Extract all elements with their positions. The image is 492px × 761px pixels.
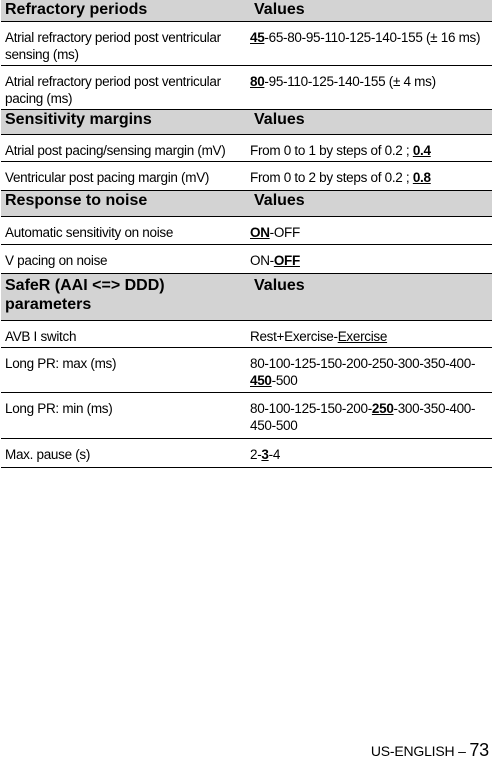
parameter-values (247, 244, 492, 273)
section-header (1, 109, 492, 134)
default-value: ON (250, 224, 270, 240)
parameter-row (1, 161, 492, 190)
parameter-values (247, 347, 492, 392)
page-footer (371, 740, 489, 761)
footer-language: US-ENGLISH – (370, 743, 470, 759)
parameter-row (1, 216, 492, 244)
values-prefix: From 0 to 1 by steps of 0.2 ; (250, 142, 413, 158)
values-header: Values (247, 273, 492, 320)
values-header: Values (247, 109, 492, 134)
values-prefix: ON- (250, 252, 274, 268)
parameters-table-body (1, 0, 492, 467)
default-value: 3 (261, 446, 269, 462)
parameter-row (1, 347, 492, 392)
parameter-values (247, 392, 492, 438)
parameter-values (247, 438, 492, 467)
values-prefix: 80-100-125-150-200-250-300-350-400- (250, 355, 476, 371)
page-number: 73 (469, 740, 489, 760)
values-prefix: Rest+Exercise- (250, 328, 338, 344)
parameter-row (1, 392, 492, 438)
parameter-row (1, 320, 492, 347)
default-value: OFF (273, 252, 300, 268)
default-value: 0.4 (412, 142, 431, 158)
parameter-values (247, 65, 492, 109)
section-header (1, 190, 492, 216)
values-suffix: -95-110-125-140-155 (± 4 ms) (264, 73, 436, 89)
parameter-values (247, 216, 492, 244)
section-header (1, 273, 492, 320)
values-prefix: 80-100-125-150-200- (250, 400, 372, 416)
section-title: Refractory periods (1, 0, 247, 21)
parameter-label: Max. pause (s) (1, 438, 247, 467)
parameter-row (1, 65, 492, 109)
section-title: Response to noise (1, 190, 247, 216)
parameter-label: Ventricular post pacing margin (mV) (1, 161, 247, 190)
values-suffix: -300-350-400-450-500 (250, 400, 476, 433)
values-prefix: From 0 to 2 by steps of 0.2 ; (250, 169, 413, 185)
parameter-values (247, 320, 492, 347)
section-title: Sensitivity margins (1, 109, 247, 134)
parameter-label: Long PR: min (ms) (1, 392, 247, 438)
values-header: Values (247, 190, 492, 216)
section-title: SafeR (AAI <=> DDD) parameters (1, 273, 247, 320)
parameter-row (1, 21, 492, 65)
parameter-label: Atrial refractory period post ventricular pacing (ms) (1, 65, 247, 109)
parameter-values (247, 161, 492, 190)
parameter-label: Long PR: max (ms) (1, 347, 247, 392)
values-prefix: 2- (250, 446, 262, 462)
default-value: 0.8 (412, 169, 431, 185)
default-value: 450 (250, 372, 272, 388)
parameter-label: Atrial refractory period post ventricular sensing (ms) (1, 21, 247, 65)
values-suffix: -65-80-95-110-125-140-155 (± 16 ms) (264, 29, 481, 45)
section-header (1, 0, 492, 21)
values-suffix: -4 (268, 446, 281, 462)
parameter-row (1, 134, 492, 161)
parameter-label: Atrial post pacing/sensing margin (mV) (1, 134, 247, 161)
parameter-row (1, 244, 492, 273)
values-suffix: -OFF (269, 224, 300, 240)
parameter-label: Automatic sensitivity on noise (1, 216, 247, 244)
default-value: 80 (250, 73, 265, 89)
default-value: 45 (250, 29, 265, 45)
parameter-values (247, 134, 492, 161)
default-value: 250 (371, 400, 394, 416)
parameter-label: V pacing on noise (1, 244, 247, 273)
parameters-table (1, 0, 492, 468)
values-header: Values (247, 0, 492, 21)
parameter-values (247, 21, 492, 65)
parameter-row (1, 438, 492, 467)
parameter-label: AVB I switch (1, 320, 247, 347)
default-value: Exercise (337, 328, 388, 344)
values-suffix: -500 (271, 372, 298, 388)
